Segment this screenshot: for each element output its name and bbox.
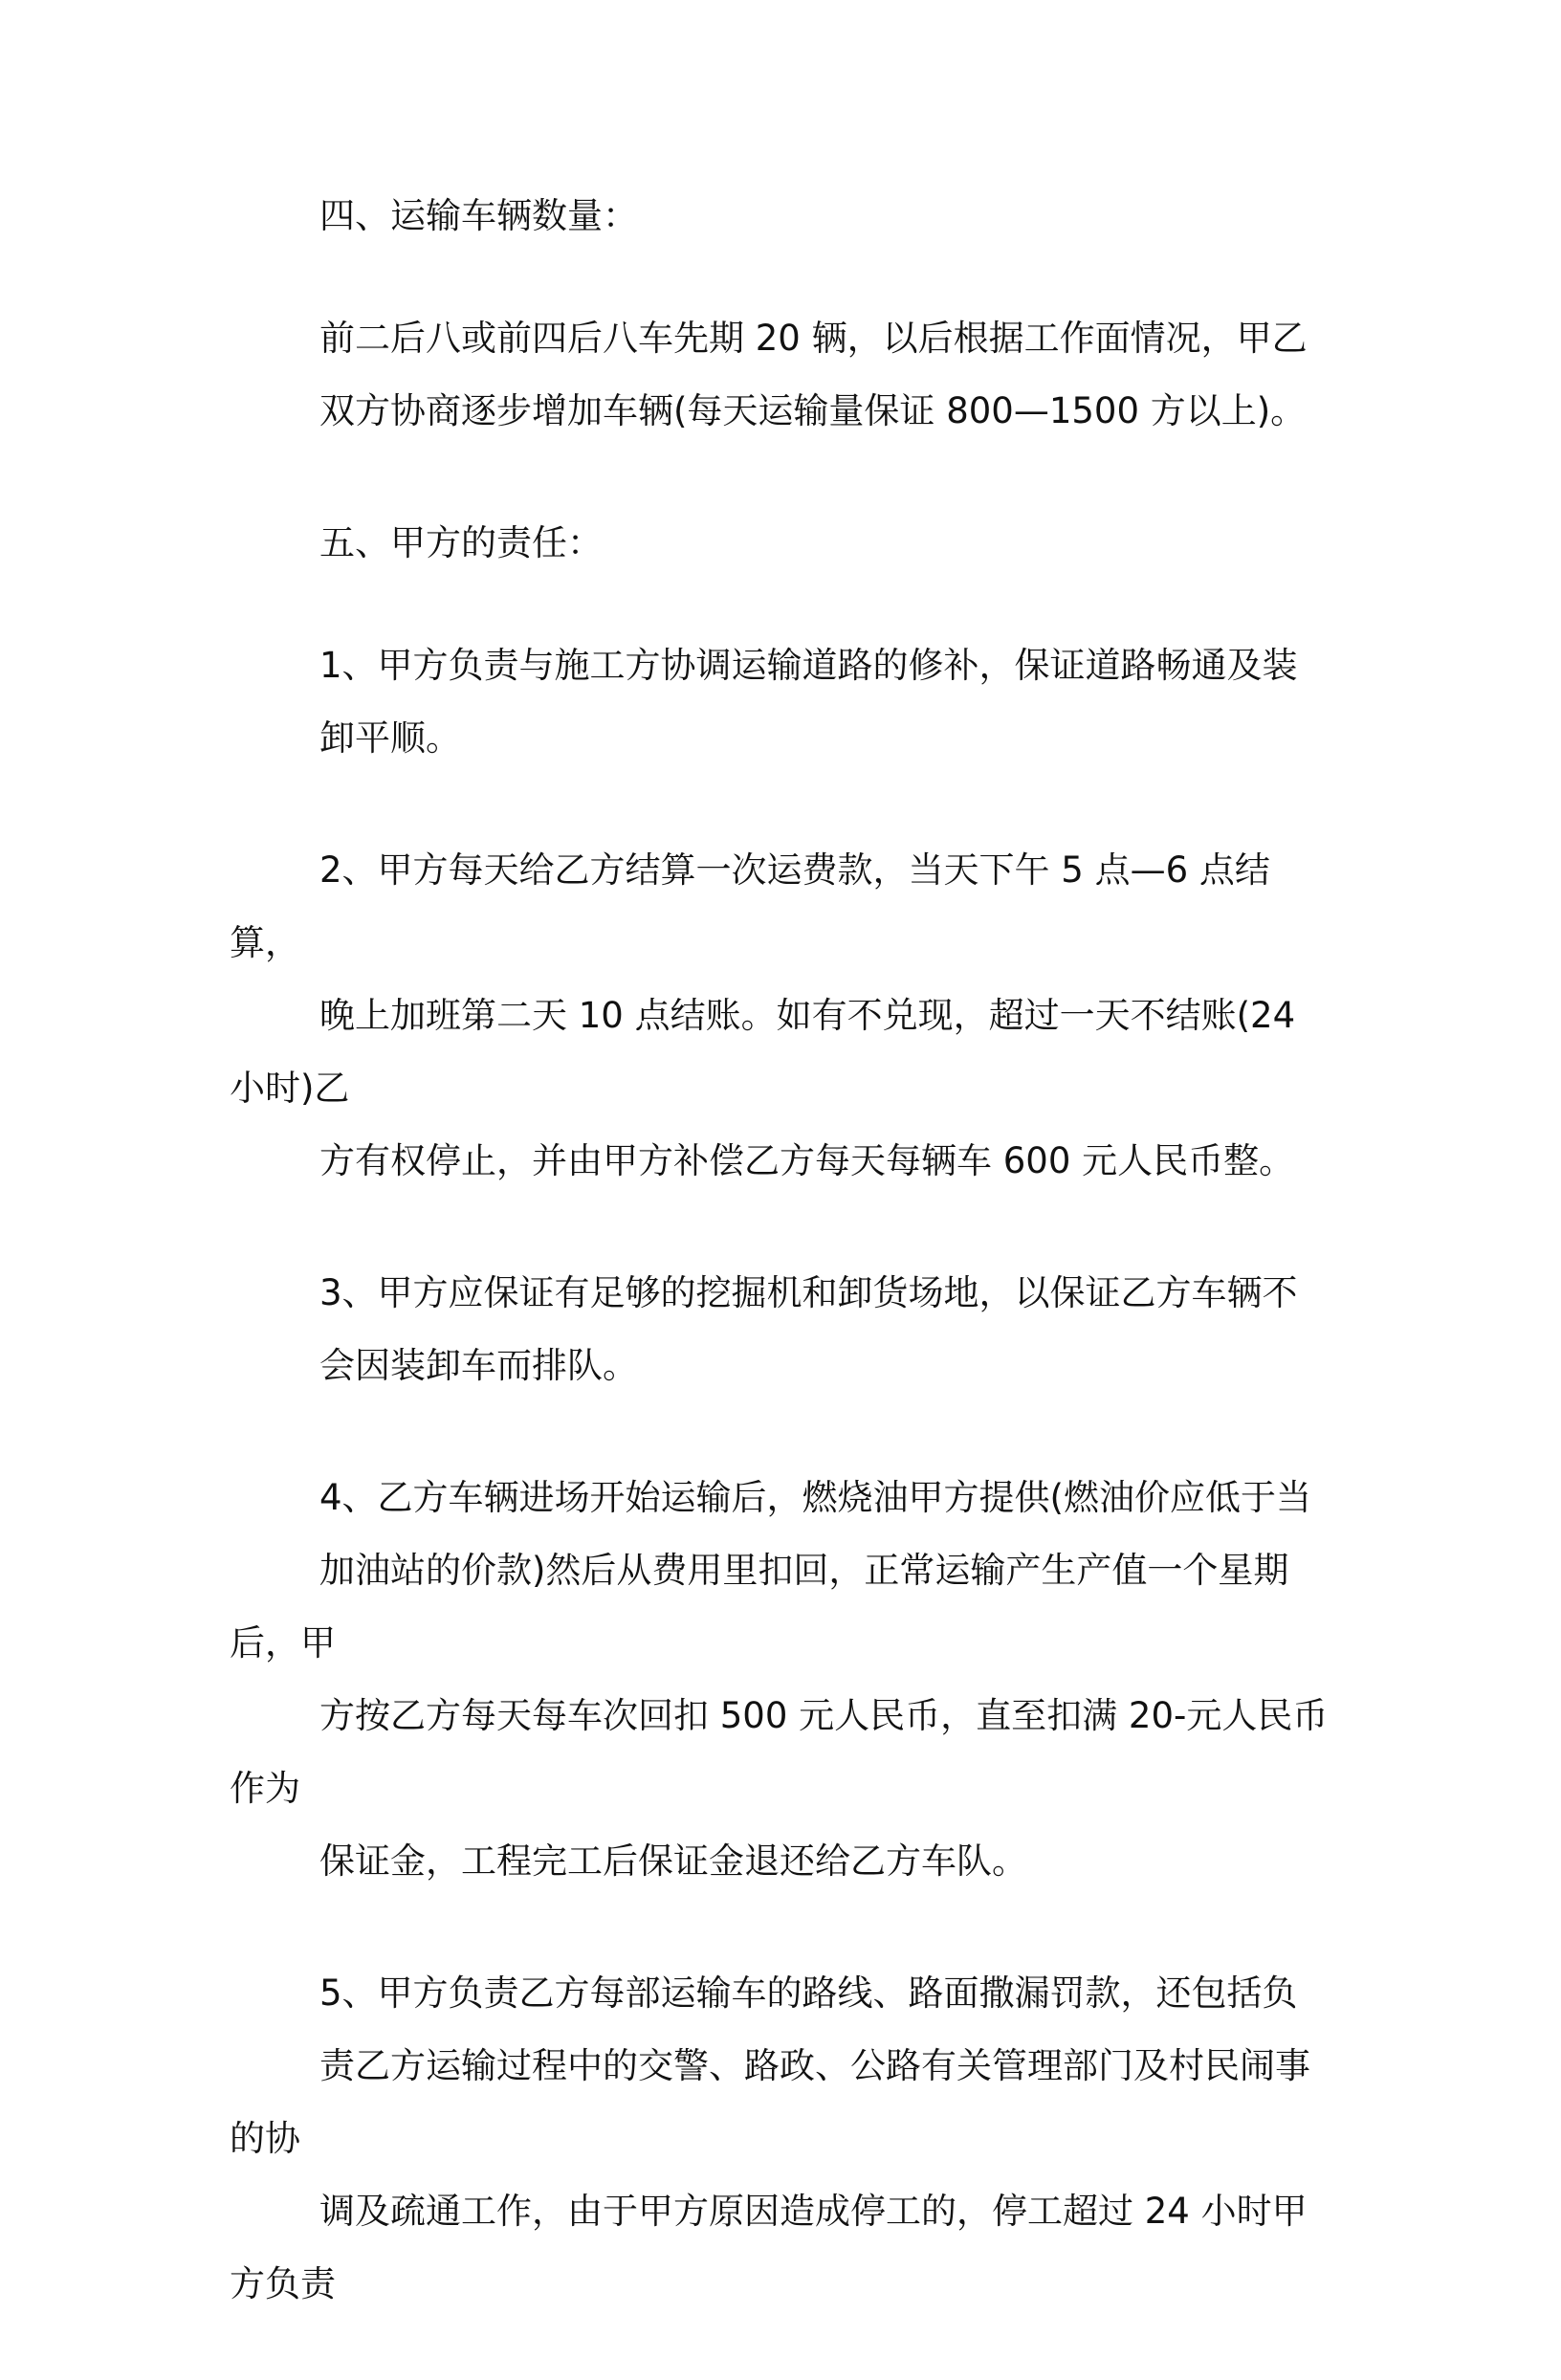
paragraph-duty-4: 4、乙方车辆进场开始运输后，燃烧油甲方提供(燃油价应低于当 加油站的价款)然后从费用里扣回，正常运输产生产值一个星期后，甲 方按乙方每天每车次回扣 500 元人民币，直至扣满 20-元人民币作为 保证金，工程完工后保证金退还给乙方车队。	[230, 1477, 1329, 1882]
paragraph-duty-2: 2、甲方每天给乙方结算一次运费款，当天下午 5 点—6 点结算， 晚上加班第二天 10 点结账。如有不兑现，超过一天不结账(24 小时)乙 方有权停止，并由甲方补偿乙方每天每辆车 600 元人民币整。	[230, 849, 1296, 1181]
paragraph-duty-3: 3、甲方应保证有足够的挖掘机和卸货场地，以保证乙方车辆不 会因装卸车而排队。	[319, 1272, 1298, 1386]
paragraph-vehicle-count: 前二后八或前四后八车先期 20 辆，以后根据工作面情况，甲乙 双方协商逐步增加车辆(每天运输量保证 800—1500 方以上)。	[319, 318, 1308, 431]
section-heading-party-a-duties: 五、甲方的责任：	[319, 522, 603, 563]
document-body	[230, 180, 1330, 2380]
paragraph-duty-5: 5、甲方负责乙方每部运输车的路线、路面撒漏罚款，还包括负 责乙方运输过程中的交警、路政、公路有关管理部门及村民闹事的协 调及疏通工作，由于甲方原因造成停工的，停工超过 24 小时甲方负责	[230, 1972, 1310, 2304]
section-heading-vehicle-count: 四、运输车辆数量：	[319, 195, 638, 236]
paragraph-duty-1: 1、甲方负责与施工方协调运输道路的修补，保证道路畅通及装 卸平顺。	[319, 645, 1298, 759]
